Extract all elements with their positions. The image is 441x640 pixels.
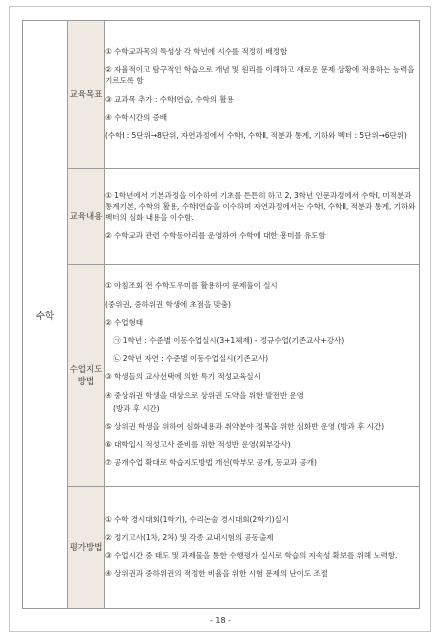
content-cell-teaching [105,265,420,487]
list-item: ⑤ 상위권 학생을 위하여 심화내용과 취약분야 정복을 위한 심화반 운영 (방과 후 시간) [105,422,384,431]
list-item: ㉠ 1학년 : 수준별 이동수업실시(3+1체제) - 정규수업(기존교사+강사) [113,335,345,345]
list-item: ② 수학교과 관련 수학동아리를 운영하여 수학에 대한 흥미를 유도함 [105,231,326,241]
list-item: ② 수업형태 [105,317,143,327]
list-item: ④ 중상위권 학생을 대상으로 상위권 도약을 위한 발전반 운영 [105,390,304,400]
list-item: ④ 수학시간의 증배 [105,112,167,122]
table-row [23,169,420,265]
list-item: ⑦ 공개수업 확대로 학습지도방법 개선(학부모 공개, 동교과 공개) [105,458,317,468]
list-item: ② 정기고사(1차, 2차) 및 각종 교내시험의 공동출제 [105,532,274,542]
area-cell-goals: 교육목표 [68,21,105,169]
list-item: ① 수학교과목의 특성상 각 학년에 시수를 적정히 배정함 [105,46,288,56]
page-number: - 18 - [209,616,232,625]
list-item: ① 수학 경시대회(1학기), 수리논술 경시대회(2학기)실시 [105,514,289,524]
list-item: ③ 학생들의 교사선택에 의한 특기 적성교육실시 [105,372,261,382]
area-cell-content: 교육내용 [68,169,105,265]
list-item: ③ 교과목 추가 : 수학Ⅰ연습, 수학의 활용 [105,94,234,104]
content-cell-content [105,169,420,265]
list-item: ① 1학년에서 기본과정을 이수하여 기초를 튼튼히 하고 2, 3학년 인문과정에서 수학Ⅰ, 미적분과 통계기본, 수학의 활용, 수학Ⅰ연습을 이수하며 자연과정에서는 수학Ⅰ, 수학Ⅱ, 적분과 통계, 기하와 벡터의 심화 내용을 이수함. [105,190,416,222]
list-item: ③ 수업시간 중 태도 및 과제물을 통한 수행평가 실시로 학습의 지속성 확보를 위해 노력함. [105,551,398,560]
area-cell-teaching: 수업지도방법 [68,265,105,487]
list-item: ㉡ 2학년 자연 : 수준별 이동수업실시(기존교사) [113,354,268,364]
list-item: (방과 후 시간) [113,403,160,413]
table-row [23,487,420,609]
table-row [23,21,420,169]
list-item: ① 아침조회 전 수학도우미를 활용하여 문제풀이 실시 [105,281,278,291]
list-item: ⑥ 대학입시 적성고사 준비를 위한 적성반 운영(외부강사) [105,440,291,450]
area-cell-evaluation: 평가방법 [68,487,105,609]
content-cell-goals [105,21,420,169]
curriculum-table [22,20,420,609]
list-item: (수학Ⅰ : 5단위→8단위, 자연과정에서 수학Ⅰ, 수학Ⅱ, 적분과 통계, 기하와 벡터 : 5단위→6단위) [105,130,407,140]
list-item: (중위권, 중하위권 학생에 초점을 맞춤) [105,299,231,309]
subject-cell: 수학 [23,21,68,609]
list-item: ④ 상위권과 중하위권의 적정한 비율을 위한 시험 문제의 난이도 조절 [105,569,328,579]
table-row [23,265,420,487]
content-cell-evaluation [105,487,420,609]
list-item: ② 자율적이고 탐구적인 학습으로 개념 및 원리를 이해하고 새로운 문제 상황에 적용하는 능력을 기르도록 함 [105,65,415,86]
